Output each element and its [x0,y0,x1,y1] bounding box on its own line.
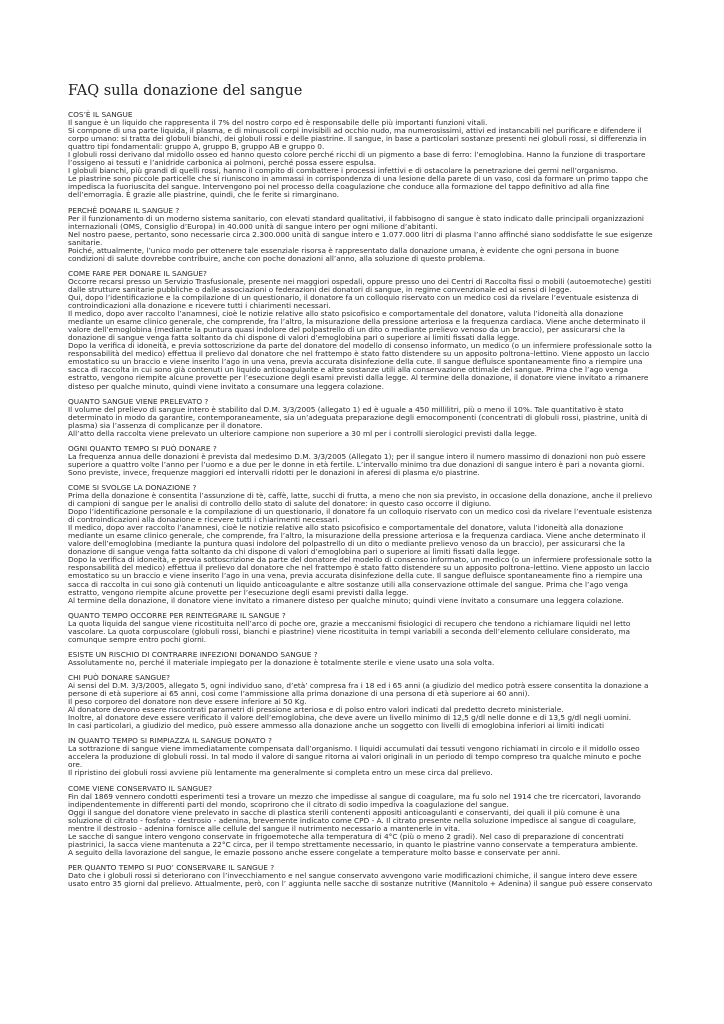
section-heading: COME VIENE CONSERVATO IL SANGUE? [68,783,213,793]
section-paragraph: Il volume del prelievo di sangue intero è stabilito dal D.M. 3/3/2005 (allegato 1) ed è uguale a 450 millilitri, più o meno il 10%. Tale quantitativo è stato determinato in modo da garantire, contemporaneamente, sia un’adeguata preparazione degli emocomponenti (concentrati di globuli rossi, piastrine, unità di plasma) sia l’assenza di complicanze per il donatore. [68,404,648,430]
section-heading: IN QUANTO TEMPO SI RIMPIAZZA IL SANGUE DONATO ? [68,736,272,746]
section-heading: QUANTO TEMPO OCCORRE PER REINTEGRARE IL SANGUE ? [68,610,286,620]
document-page [68,82,654,895]
section-paragraph: Il peso corporeo del donatore non deve essere inferiore ai 50 Kg. [68,697,307,707]
faq-section [68,207,654,263]
section-paragraph: Dopo l’identificazione personale e la compilazione di un questionario, il donatore fa un colloquio riservato con un medico così da rivelare l’eventuale esistenza di controindicazioni alla donazione e ricevere tutti i chiarimenti necessari. [68,507,652,525]
section-heading: CHI PUÒ DONARE SANGUE? [68,672,171,682]
section-heading: PER QUANTO TEMPO SI PUO’ CONSERVARE IL SANGUE ? [68,862,275,872]
section-heading: COME FARE PER DONARE IL SANGUE? [68,268,207,278]
section-paragraph: Il medico, dopo aver raccolto l’anamnesi, cioè le notizie relative allo stato psicofisico e comportamentale del donatore, valuta l’idoneità alla donazione mediante un esame clinico generale, che comprende, fra l’altro, la misurazione della pressione arteriosa e la frequenza cardiaca. Viene anche determinato il valore dell’emoglobina (mediante la puntura quasi indolore del polpastrello di un dito o mediante prelievo venoso da un braccio), per assicurarsi che la donazione di sangue venga fatta soltanto da chi dispone di valori d’emoglobina pari o superiore ai limiti fissati dalla legge. [68,309,646,343]
section-paragraph: Le piastrine sono piccole particelle che si riuniscono in ammassi in corrispondenza di una lesione della parete di un vaso, così da formare un primo tappo che impedisca la fuoriuscita del sangue. Intervengono poi nel processo della coagulazione che conduce alla formazione del tappo definitivo ad alla fine dell’emorragia. È grazie alle piastrine, quindi, che le ferite si rimarginano. [68,174,648,200]
section-paragraph: Il sangue è un liquido che rappresenta il 7% del nostro corpo ed è responsabile delle più importanti funzioni vitali. [68,118,488,128]
section-paragraph: Occorre recarsi presso un Servizio Trasfusionale, presente nei maggiori ospedali, oppure presso uno dei Centri di Raccolta fissi o mobili (autoemoteche) gestiti dalle strutture sanitarie pubbliche o dalle associazioni o federazioni dei donatori di sangue, in regime convenzionale ed ai sensi di legge. [68,276,652,294]
section-paragraph: Il medico, dopo aver raccolto l’anamnesi, cioè le notizie relative allo stato psicofisico e comportamentale del donatore, valuta l’idoneità alla donazione mediante un esame clinico generale, che comprende, fra l’altro, la misurazione della pressione arteriosa e la frequenza cardiaca. Viene anche determinato il valore dell’emoglobina (mediante la puntura quasi indolore del polpastrello di un dito o mediante prelievo venoso da un braccio), per assicurarsi che la donazione di sangue venga fatta soltanto da chi dispone di valori d’emoglobina pari o superiore ai limiti fissati dalla legge. [68,523,646,557]
section-paragraph: Ai sensi del D.M. 3/3/2005, allegato 5, ogni individuo sano, d’età’ compresa fra i 18 ed i 65 anni (a giudizio del medico potrà essere consentita la donazione a persone di età superiore ai 65 anni, così come l’ammissione alla prima donazione di una persona di età superiore ai 60 anni). [68,681,649,699]
document-title: FAQ sulla donazione del sangue [68,83,303,99]
section-paragraph: Nel nostro paese, pertanto, sono necessarie circa 2.300.000 unità di sangue intero e 1.077.000 litri di plasma l’anno affinché siano soddisfatte le sue esigenze sanitarie. [68,229,653,247]
section-paragraph: La frequenza annua delle donazioni è prevista dal medesimo D.M. 3/3/2005 (Allegato 1); per il sangue intero il numero massimo di donazioni non può essere superiore a quattro volte l’anno per l’uomo e a due per le donne in età fertile. L’intervallo minimo tra due donazioni di sangue intero è pari a novanta giorni. Sono previste, invece, frequenze maggiori ed intervalli ridotti per le donazioni in aferesi di plasma e/o piastrine. [68,451,646,477]
section-heading: COS’È IL SANGUE [68,110,133,119]
section-paragraph: Per il funzionamento di un moderno sistema sanitario, con elevati standard qualitativi, il fabbisogno di sangue è stato indicato dalle principali organizzazioni internazionali (OMS, Consiglio d’Europa) in 40.000 unità di sangue intero per ogni milione d’abitanti. [68,213,644,231]
section-paragraph: Fin dal 1869 vennero condotti esperimenti tesi a trovare un mezzo che impedisse al sangue di coagulare, ma fu solo nel 1914 che tre ricercatori, lavorando indipendentemente in differenti parti del mondo, scoprirono che il citrato di sodio impediva la coagulazione del sangue. [68,791,641,809]
faq-section [68,785,654,857]
section-paragraph: Dato che i globuli rossi si deteriorano con l’invecchiamento e nel sangue conservato avvengono varie modificazioni chimiche, il sangue intero deve essere usato entro 35 giorni dal prelievo. Attualmente, però, con l’ aggiunta nelle sacche di sostanze nutritive (Mannitolo + Adenina) il sangue può essere conservato [68,870,653,889]
section-paragraph: Al termine della donazione, il donatore viene invitato a rimanere disteso per qualche minuto; quindi viene invitato a consumare una leggera colazione. [68,595,624,605]
faq-section [68,398,654,438]
faq-section [68,612,654,644]
section-paragraph: Il ripristino dei globuli rossi avviene più lentamente ma generalmente si completa entro un mese circa dal prelievo. [68,768,493,778]
section-heading: OGNI QUANTO TEMPO SI PUÒ DONARE ? [68,443,217,453]
section-paragraph: Le sacche di sangue intero vengono conservate in frigoemoteche alla temperatura di 4°C (più o meno 2 gradi). Nel caso di preparazione di concentrati piastrinici, la sacca viene mantenuta a 22°C circa, per il tempo strettamente necessario, in quanto le piastrine vanno conservate a temperatura ambiente. [68,831,639,849]
section-paragraph: In casi particolari, a giudizio del medico, può essere ammesso alla donazione anche un soggetto con livelli di emoglobina inferiori ai limiti indicati [68,721,605,731]
faq-section [68,484,654,605]
faq-sections [68,111,654,888]
section-heading: COME SI SVOLGE LA DONAZIONE ? [68,482,197,492]
section-paragraph: Qui, dopo l’identificazione e la compilazione di un questionario, il donatore fa un colloquio riservato con un medico così da rivelare l’eventuale esistenza di controindicazioni alla donazione e ricevere tutti i chiarimenti necessari. [68,292,639,311]
section-paragraph: Dopo la verifica di idoneità, e previa sottoscrizione da parte del donatore del modello di consenso informato, un medico (o un infermiere professionale sotto la responsabilità del medico) effettua il prelievo dal donatore che nel frattempo è stato fatto distendere su un apposito poltrona–lettino. Viene apposto un laccio emostatico su un braccio e viene inserito l’ago in una vena, previa accurata disinfezione della cute. Il sangue defluisce spontaneamente fino a riempire una sacca di raccolta in cui sono già contenuti un liquido anticoagulante e altre sostanze utili alla conservazione ottimale del sangue. Prima che l’ago venga estratto, vengono riempite alcune provette per l’esecuzione degli esami previsti dalla legge. [68,555,652,597]
faq-section [68,651,654,667]
section-paragraph: La quota liquida del sangue viene ricostituita nell’arco di poche ore, grazie a meccanismi fisiologici di recupero che tendono a richiamare liquidi nel letto vascolare. La quota corpuscolare (globuli rossi, bianchi e piastrine) viene ricostituita in tempi variabili a seconda dell’elemento cellulare considerato, ma comunque sempre entro pochi giorni. [68,618,631,644]
faq-section [68,864,654,888]
section-heading: PERCHÈ DONARE IL SANGUE ? [68,205,180,215]
faq-section [68,674,654,730]
section-paragraph: Si compone di una parte liquida, il plasma, e di minuscoli corpi invisibili ad occhio nudo, ma numerosissimi, attivi ed instancabili nel purificare e difendere il corpo umano: si tratta dei globuli bianchi, dei globuli rossi e delle piastrine. Il sangue, in base a particolari sostanze presenti nei globuli rossi, si differenzia in quattro tipi fondamentali: gruppo A, gruppo B, gruppo AB e gruppo 0. [68,126,647,152]
section-paragraph: Prima della donazione è consentita l’assunzione di tè, caffè, latte, succhi di frutta, a meno che non sia previsto, in occasione della donazione, anche il prelievo di campioni di sangue per le analisi di controllo dello stato di salute del donatore: in questo caso occorre il digiuno. [68,491,653,509]
section-paragraph: Oggi il sangue del donatore viene prelevato in sacche di plastica sterili contenenti appositi anticoagulanti e conservanti, dei quali il più comune è una soluzione di citrato - fosfato - destrosio - adenina, brevemente indicato come CPD - A. Il citrato presente nella soluzione impedisce al sangue di coagulare, mentre il destrosio - adenina fornisce alle cellule del sangue il nutrimento necessario a mantenerle in vita. [68,807,637,833]
section-paragraph: A seguito della lavorazione del sangue, le emazie possono anche essere congelate a temperature molto basse e conservate per anni. [68,847,561,857]
section-paragraph: All’atto della raccolta viene prelevato un ulteriore campione non superiore a 30 ml per i controlli sierologici previsti dalla legge. [68,428,537,438]
section-paragraph: I globuli rossi derivano dal midollo osseo ed hanno questo colore perché ricchi di un pigmento a base di ferro: l’emoglobina. Hanno la funzione di trasportare l’ossigeno ai tessuti e l’anidride carbonica ai polmoni, perché possa essere espulsa. [68,150,646,168]
section-paragraph: I globuli bianchi, più grandi di quelli rossi, hanno il compito di combattere i processi infettivi e di ostacolare la penetrazione dei germi nell’organismo. [68,166,618,176]
faq-section [68,111,654,200]
faq-section [68,737,654,777]
faq-section [68,270,654,391]
section-paragraph: Al donatore devono essere riscontrati parametri di pressione arteriosa e di polso entro valori indicati dal predetto decreto ministeriale. [68,705,564,715]
section-paragraph: Dopo la verifica di idoneità, e previa sottoscrizione da parte del donatore del modello di consenso informato, un medico (o un infermiere professionale sotto la responsabilità del medico) effettua il prelievo dal donatore che nel frattempo è stato fatto distendere su un apposito poltrona–lettino. Viene apposto un laccio emostatico su un braccio e viene inserito l’ago in una vena, previa accurata disinfezione della cute. Il sangue defluisce spontaneamente fino a riempire una sacca di raccolta in cui sono già contenuti un liquido anticoagulante e altre sostanze utili alla conservazione ottimale del sangue. Prima che l’ago venga estratto, vengono riempite alcune provette per l’esecuzione degli esami previsti dalla legge. Al termine della donazione, il donatore viene invitato a rimanere disteso per qualche minuto, quindi viene invitato a consumare una leggera colazione. [68,341,652,391]
section-paragraph: Inoltre, al donatore deve essere verificato il valore dell’emoglobina, che deve avere un livello minimo di 12,5 g/dl nelle donne e di 13,5 g/dl negli uomini. [68,713,632,723]
section-heading: ESISTE UN RISCHIO DI CONTRARRE INFEZIONI DONANDO SANGUE ? [68,649,318,659]
section-heading: QUANTO SANGUE VIENE PRELEVATO ? [68,396,209,406]
section-paragraph: Assolutamente no, perché il materiale impiegato per la donazione è totalmente sterile e viene usato una sola volta. [68,657,495,667]
faq-section [68,445,654,477]
section-paragraph: Poiché, attualmente, l’unico modo per ottenere tale essenziale risorsa è rappresentato dalla donazione umana, è evidente che ogni persona in buone condizioni di salute dovrebbe contribuire, anche con poche donazioni all’anno, alla soluzione di questo problema. [68,245,619,263]
section-paragraph: La sottrazione di sangue viene immediatamente compensata dall’organismo. I liquidi accumulati dai tessuti vengono richiamati in circolo e il midollo osseo accelera la produzione di globuli rossi. In tal modo il valore di sangue ritorna ai valori originali in un periodo di tempo compreso tra qualche minuto e poche ore. [68,744,642,770]
